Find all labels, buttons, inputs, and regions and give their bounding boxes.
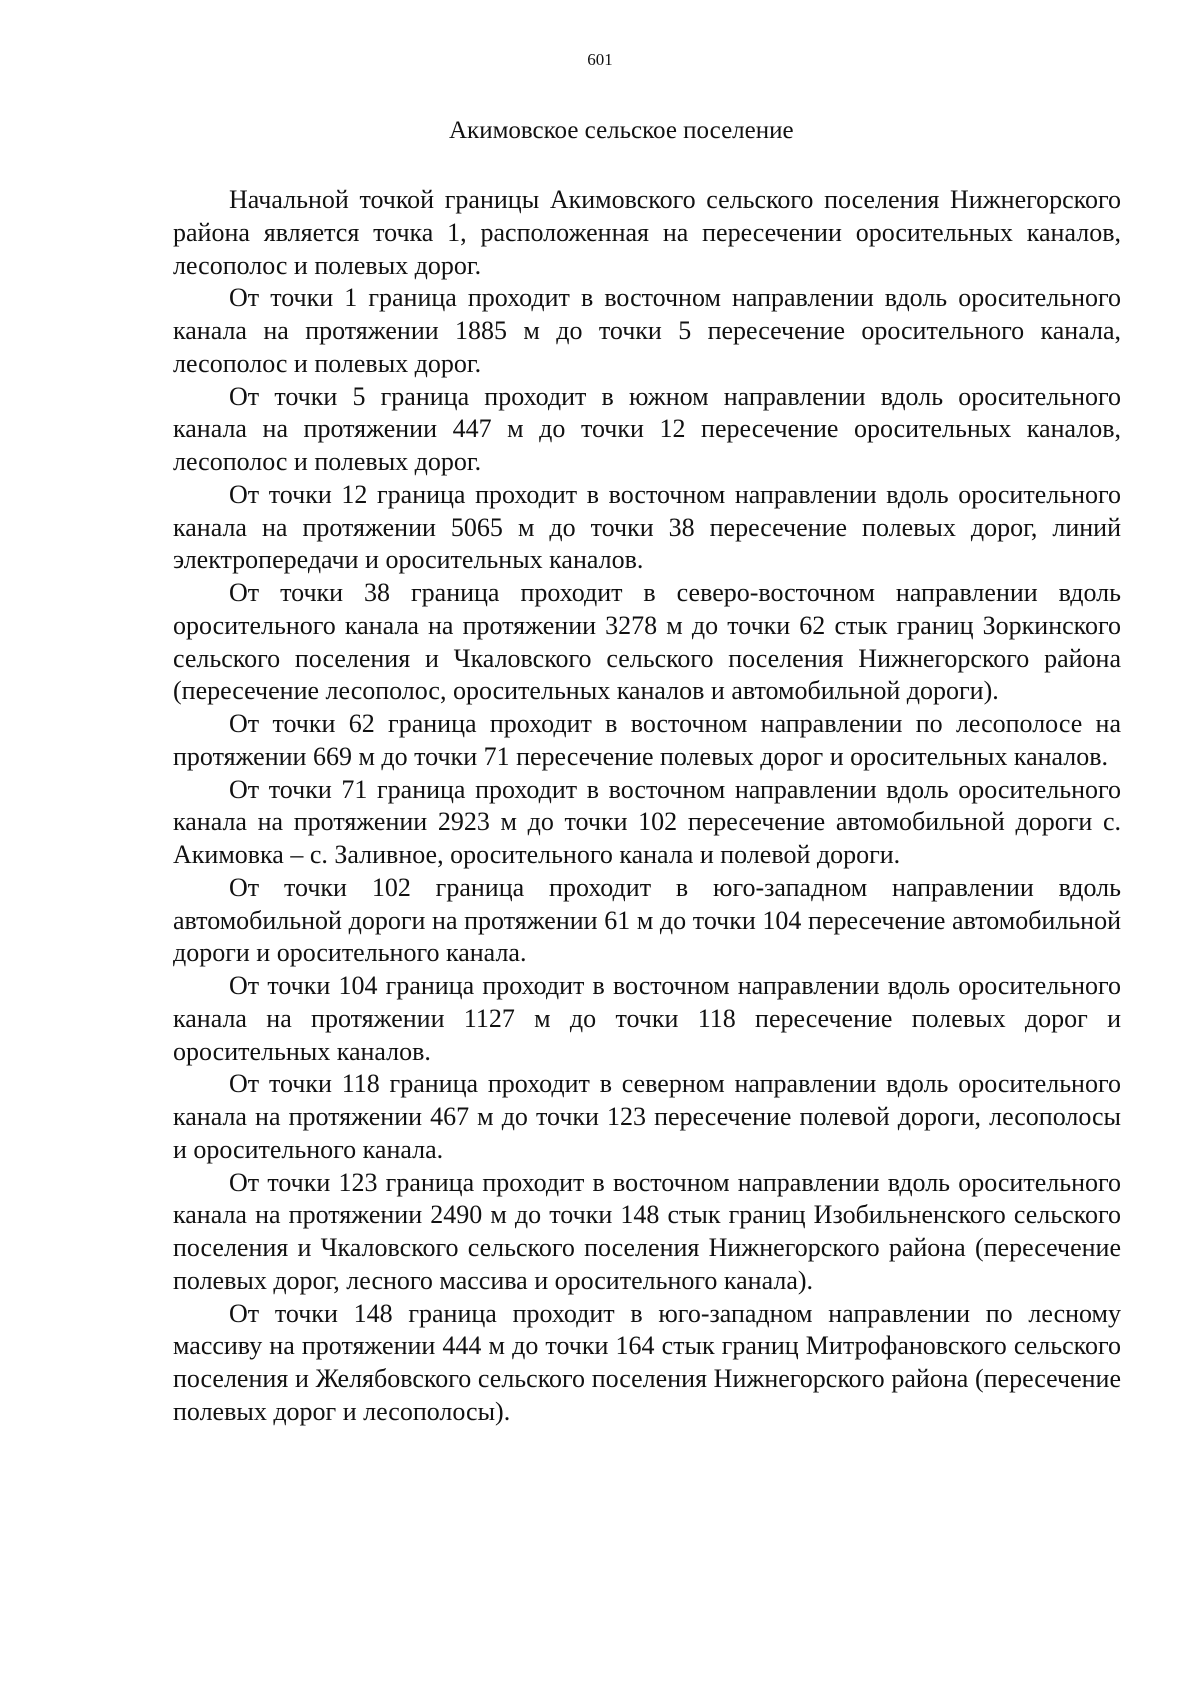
paragraph: От точки 102 граница проходит в юго-западном направлении вдоль автомобильной дороги на протяжении 61 м до точки 104 пересечение автомобильной дороги и оросительного канала. (173, 872, 1121, 968)
paragraph: От точки 118 граница проходит в северном направлении вдоль оросительного канала на протяжении 467 м до точки 123 пересечение полевой дороги, лесополосы и оросительного канала. (173, 1069, 1121, 1164)
paragraph: От точки 12 граница проходит в восточном направлении вдоль оросительного канала на протяжении 5065 м до точки 38 пересечение полевых дорог, линий электропередачи и оросительных каналов. (173, 479, 1121, 575)
document-body (173, 184, 1121, 1429)
paragraph: От точки 104 граница проходит в восточном направлении вдоль оросительного канала на протяжении 1127 м до точки 118 пересечение полевых дорог и оросительных каналов. (173, 971, 1121, 1066)
paragraph: Начальной точкой границы Акимовского сельского поселения Нижнегорского района является точка 1, расположенная на пересечении оросительных каналов, лесополос и полевых дорог. (173, 185, 1121, 280)
paragraph: От точки 5 граница проходит в южном направлении вдоль оросительного канала на протяжении 447 м до точки 12 пересечение оросительных каналов, лесополос и полевых дорог. (173, 381, 1121, 476)
paragraph: От точки 62 граница проходит в восточном направлении по лесополосе на протяжении 669 м до точки 71 пересечение полевых дорог и оросительных каналов. (173, 709, 1121, 771)
paragraph: От точки 71 граница проходит в восточном направлении вдоль оросительного канала на протяжении 2923 м до точки 102 пересечение автомобильной дороги с. Акимовка – с. Заливное, оросительного канала и полевой дороги. (173, 774, 1121, 869)
paragraph: От точки 123 граница проходит в восточном направлении вдоль оросительного канала на протяжении 2490 м до точки 148 стык границ Изобильненского сельского поселения и Чкаловского сельского поселения Нижнегорского района (пересечение полевых дорог, лесного массива и оросительного канала). (173, 1167, 1121, 1295)
paragraph: От точки 38 граница проходит в северо-восточном направлении вдоль оросительного канала на протяжении 3278 м до точки 62 стык границ Зоркинского сельского поселения и Чкаловского сельского поселения Нижнегорского района (пересечение лесополос, оросительных каналов и автомобильной дороги). (173, 578, 1121, 706)
page-number: 601 (587, 50, 613, 69)
paragraph: От точки 148 граница проходит в юго-западном направлении по лесному массиву на протяжении 444 м до точки 164 стык границ Митрофановского сельского поселения и Желябовского сельского поселения Нижнегорского района (пересечение полевых дорог и лесополосы). (173, 1298, 1121, 1426)
paragraph: От точки 1 граница проходит в восточном направлении вдоль оросительного канала на протяжении 1885 м до точки 5 пересечение оросительного канала, лесополос и полевых дорог. (173, 283, 1121, 378)
section-title: Акимовское сельское поселение (449, 117, 794, 144)
